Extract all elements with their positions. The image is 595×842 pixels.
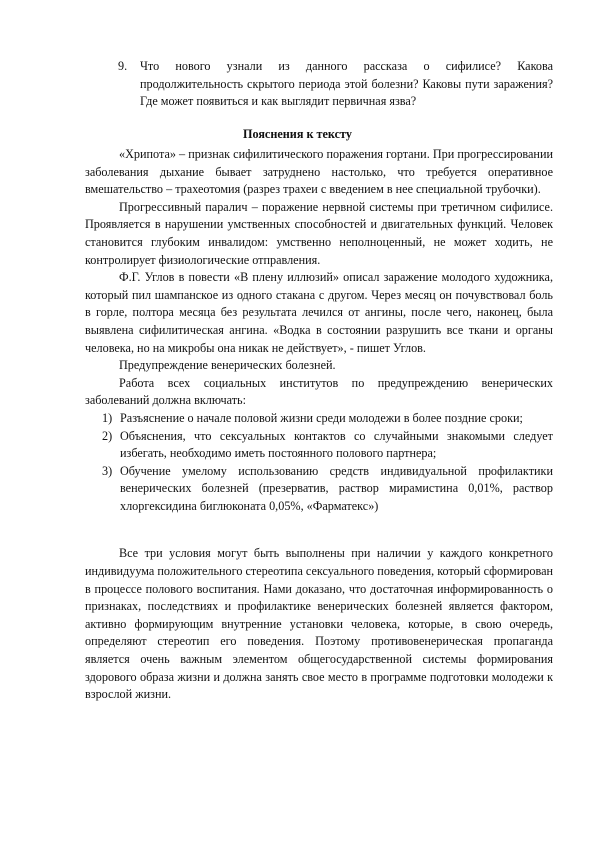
question-number: 9. [118, 59, 128, 73]
paragraph-conclusion: Все три условия могут быть выполнены при наличии у каждого конкретного индивидуума положительного стереотипа сексуального поведения, который сформирован в процессе полового воспитания. Нами доказано, что достаточная информированность о признаках, последствиях и профилактике венерических болезней является фактором, активно формирующим внутренние установки человека, которые, в свою очередь, определяют стереотип его поведения. Поэтому противовенерическая пропаганда является очень важным элементом общегосударственной системы формирования здорового образа жизни и должна занять свое место в программе подготовки молодежи к взрослой жизни. [85, 546, 553, 702]
question-9 [118, 58, 553, 111]
list-item [85, 428, 553, 463]
list-item-number: 1) [102, 410, 113, 425]
spacer [85, 515, 553, 545]
list-item-text: Объяснения, что сексуальных контактов со случайными знакомыми следует избегать, необходимо иметь постоянного полового партнера; [120, 428, 553, 461]
paragraph-paralysis: Прогрессивный паралич – поражение нервной системы при третичном сифилисе. Проявляется в нарушении умственных способностей и двигательных функций. Человек становится глубоким инвалидом: умственно неполноценный, не может ходить, не контролирует физиологические отправления. [85, 199, 553, 267]
list-item-number: 2) [102, 428, 113, 443]
list-item [85, 463, 553, 516]
list-item-number: 3) [102, 463, 113, 478]
list-item [85, 410, 553, 428]
explanations-body [85, 146, 553, 704]
paragraph-hoarseness: «Хрипота» – признак сифилитического поражения гортани. При прогрессировании заболевания дыхание бывает затруднено настолько, что требуется оперативное вмешательство – трахеотомия (разрез трахеи с введением в нее специальной трубочки). [85, 147, 553, 197]
list-item-text: Обучение умелому использованию средств индивидуальной профилактики венерических болезней (презерватив, раствор мирамистина 0,01%, раствор хлоргексидина биглюконата 0,05%, «Фарматекс») [120, 463, 553, 513]
paragraph-prevention-heading: Предупреждение венерических болезней. [119, 358, 336, 373]
paragraph-uglov: Ф.Г. Углов в повести «В плену иллюзий» описал заражение молодого художника, который пил шампанское из одного стакана с другом. Через месяц он почувствовал боль в горле, полтора месяца без результата лечился от ангины, после чего, наконец, была выявлена сифилитическая ангина. «Водка в состоянии разрушить все ткани и органы человека, но на микробы она никак не действует», - пишет Углов. [85, 270, 553, 355]
question-text: Что нового узнали из данного рассказа о сифилисе? Какова продолжительность скрытого периода этой болезни? Каковы пути заражения? Где может появиться и как выглядит первичная язва? [140, 59, 553, 109]
prevention-list [85, 410, 553, 516]
list-item-text: Разъяснение о начале половой жизни среди молодежи в более поздние сроки; [120, 410, 523, 425]
paragraph-institutions: Работа всех социальных институтов по предупреждению венерических заболеваний должна включать: [85, 375, 553, 408]
section-title: Пояснения к тексту [243, 127, 352, 141]
